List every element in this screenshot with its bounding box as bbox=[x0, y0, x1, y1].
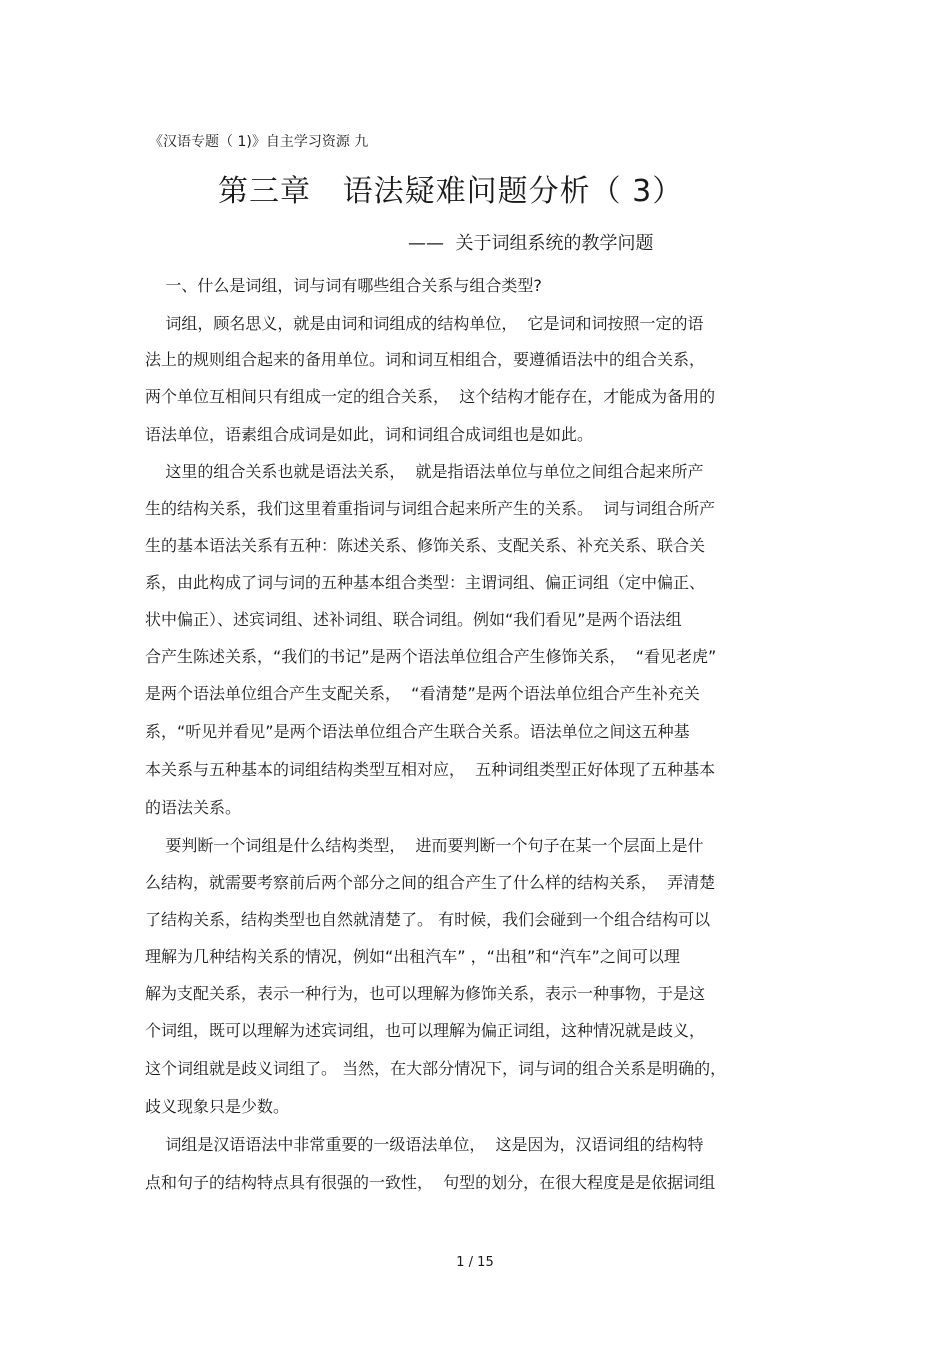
body-line: 系，“听见并看见”是两个语法单位组合产生联合关系。语法单位之间这五种基 bbox=[145, 722, 690, 741]
body-line: 词组是汉语语法中非常重要的一级语法单位， 这是因为，汉语词组的结构特 bbox=[145, 1135, 704, 1154]
chapter-title: 第三章 语法疑难问题分析（ 3） bbox=[218, 174, 684, 209]
body-line: 词组，顾名思义，就是由词和词组成的结构单位， 它是词和词按照一定的语 bbox=[145, 314, 704, 333]
body-line: 系，由此构成了词与词的五种基本组合类型：主谓词组、偏正词组（定中偏正、 bbox=[145, 573, 706, 592]
body-line: 这个词组就是歧义词组了。 当然，在大部分情况下，词与词的组合关系是明确的， bbox=[145, 1059, 727, 1078]
body-line: 合产生陈述关系，“我们的书记”是两个语法单位组合产生修饰关系， “看见老虎” bbox=[145, 647, 717, 666]
body-line: 两个单位互相间只有组成一定的组合关系， 这个结构才能存在，才能成为备用的 bbox=[145, 387, 716, 406]
body-line: 是两个语法单位组合产生支配关系， “看清楚”是两个语法单位组合产生补充关 bbox=[145, 684, 700, 703]
body-line: 要判断一个词组是什么结构类型， 进而要判断一个句子在某一个层面上是什 bbox=[145, 836, 704, 855]
body-line: 解为支配关系，表示一种行为，也可以理解为修饰关系，表示一种事物，于是这 bbox=[145, 984, 706, 1003]
body-line: 个词组，既可以理解为述宾词组，也可以理解为偏正词组，这种情况就是歧义， bbox=[145, 1021, 706, 1040]
body-line: 法上的规则组合起来的备用单位。词和词互相组合，要遵循语法中的组合关系， bbox=[145, 350, 706, 369]
page-number: 1 / 15 bbox=[456, 1255, 494, 1270]
body-line: 么结构，就需要考察前后两个部分之间的组合产生了什么样的结构关系， 弄清楚 bbox=[145, 873, 716, 892]
body-line: 状中偏正）、述宾词组、述补词组、联合词组。例如“我们看见”是两个语法组 bbox=[145, 610, 682, 629]
body-line: 一、什么是词组，词与词有哪些组合关系与组合类型? bbox=[145, 276, 542, 295]
body-line: 语法单位，语素组合成词是如此，词和词组合成词组也是如此。 bbox=[145, 425, 594, 444]
document-header: 《汉语专题（ 1)》自主学习资源 九 bbox=[149, 134, 369, 150]
body-line: 理解为几种结构关系的情况，例如“出租汽车” ，“出租”和“汽车”之间可以理 bbox=[145, 947, 680, 966]
body-line: 歧义现象只是少数。 bbox=[145, 1097, 290, 1116]
body-line: 的语法关系。 bbox=[145, 798, 242, 817]
body-line: 了结构关系，结构类型也自然就清楚了。 有时候，我们会碰到一个组合结构可以 bbox=[145, 910, 711, 929]
body-line: 点和句子的结构特点具有很强的一致性， 句型的划分，在很大程度是是依据词组 bbox=[145, 1173, 716, 1192]
body-line: 这里的组合关系也就是语法关系， 就是指语法单位与单位之间组合起来所产 bbox=[145, 462, 704, 481]
body-line: 本关系与五种基本的词组结构类型互相对应， 五种词组类型正好体现了五种基本 bbox=[145, 760, 716, 779]
body-line: 生的基本语法关系有五种：陈述关系、修饰关系、支配关系、补充关系、联合关 bbox=[145, 536, 706, 555]
chapter-subtitle: —— 关于词组系统的教学问题 bbox=[408, 233, 654, 254]
body-line: 生的结构关系，我们这里着重指词与词组合起来所产生的关系。 词与词组合所产 bbox=[145, 499, 716, 518]
